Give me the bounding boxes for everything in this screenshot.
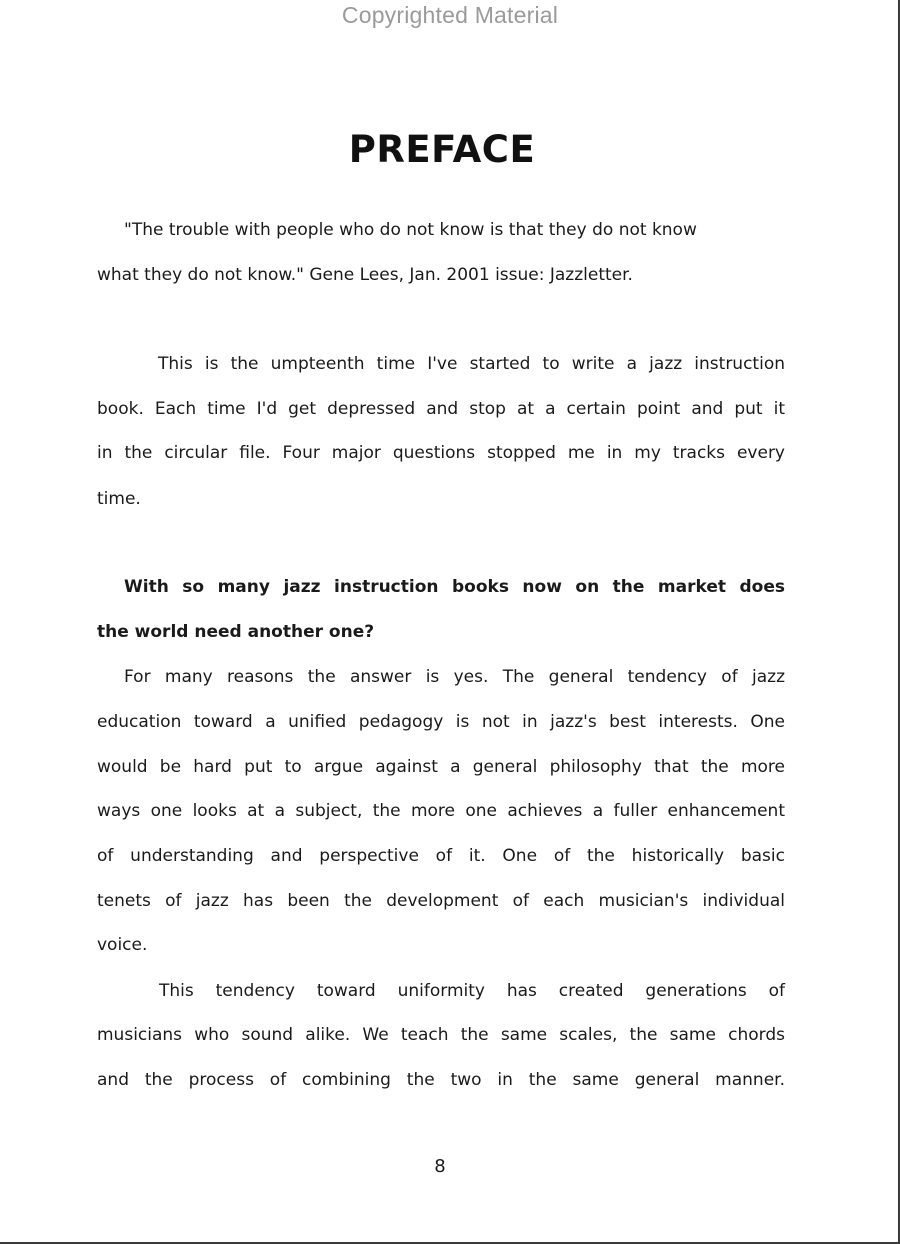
paragraph-2-line-3: would be hard put to argue against a general philosophy that the more — [97, 757, 785, 777]
copyright-watermark: Copyrighted Material — [341, 2, 559, 28]
paragraph-3-line-3: and the process of combining the two in the same general manner. — [97, 1070, 785, 1090]
paragraph-1-line-3: in the circular file. Four major questions stopped me in my tracks every — [97, 443, 785, 463]
paragraph-2-line-4: ways one looks at a subject, the more one achieves a fuller enhancement — [97, 801, 785, 821]
paragraph-2-line-7: voice. — [97, 935, 148, 955]
epigraph-line-1: "The trouble with people who do not know is that they do not know — [124, 220, 697, 240]
paragraph-1-line-1: This is the umpteenth time I've started to write a jazz instruction — [158, 354, 785, 374]
page-number: 8 — [434, 1156, 446, 1177]
question-heading-line-1: With so many jazz instruction books now on the market does — [124, 577, 785, 597]
paragraph-2-line-1: For many reasons the answer is yes. The general tendency of jazz — [124, 667, 785, 687]
paragraph-3-line-2: musicians who sound alike. We teach the same scales, the same chords — [97, 1025, 785, 1045]
paragraph-3-line-1: This tendency toward uniformity has created generations of — [159, 981, 785, 1001]
paragraph-1-line-2: book. Each time I'd get depressed and stop at a certain point and put it — [97, 399, 785, 419]
paragraph-2-line-6: tenets of jazz has been the development of each musician's individual — [97, 891, 785, 911]
paragraph-2-line-5: of understanding and perspective of it. One of the historically basic — [97, 846, 785, 866]
epigraph-line-2: what they do not know." Gene Lees, Jan. 2001 issue: Jazzletter. — [97, 265, 633, 285]
paragraph-2-line-2: education toward a unified pedagogy is not in jazz's best interests. One — [97, 712, 785, 732]
page-title: PREFACE — [348, 128, 536, 171]
paragraph-1-line-4: time. — [97, 489, 141, 509]
question-heading-line-2: the world need another one? — [97, 622, 375, 642]
